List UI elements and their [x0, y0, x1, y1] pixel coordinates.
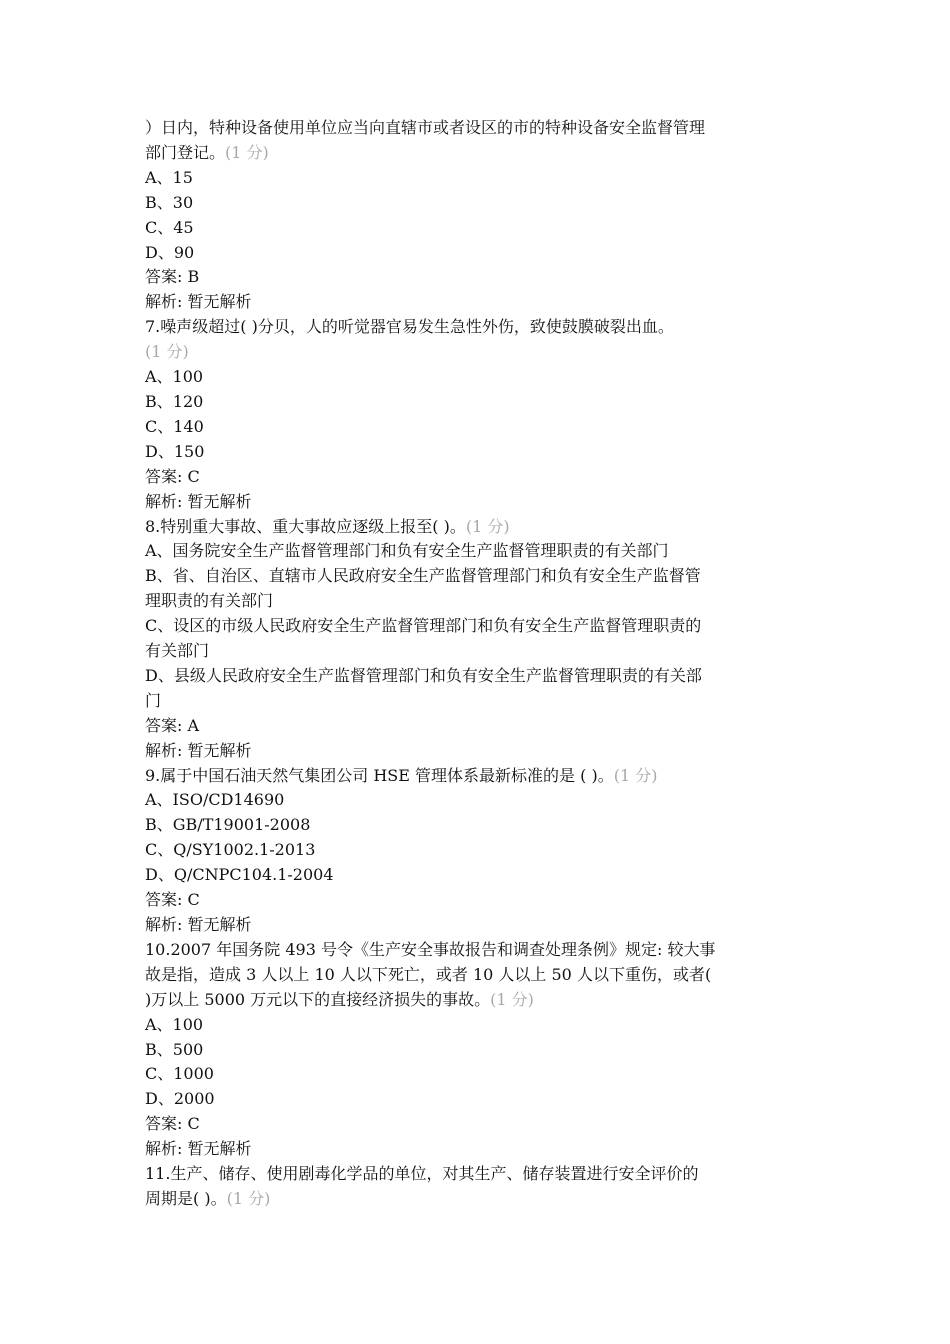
question-stem-line: 周期是( )。 — [145, 1188, 227, 1208]
answer-line: 答案: B — [145, 267, 200, 287]
option-item: D、150 — [145, 441, 205, 461]
option-item: B、500 — [145, 1039, 204, 1059]
question-score: (1 分) — [465, 516, 510, 536]
question-score: (1 分) — [225, 142, 269, 162]
question-10 — [145, 938, 815, 1162]
analysis-line: 解析: 暂无解析 — [145, 915, 252, 934]
question-score: (1 分) — [490, 989, 534, 1009]
question-7 — [145, 315, 815, 514]
option-item: A、100 — [145, 1014, 204, 1034]
question-stem-line: 部门登记。 — [145, 142, 226, 162]
question-stem-line: 10.2007 年国务院 493 号令《生产安全事故报告和调查处理条例》规定: 较大事 — [145, 939, 716, 959]
option-item: A、国务院安全生产监督管理部门和负有安全生产监督管理职责的有关部门 — [145, 541, 669, 561]
option-item: C、140 — [145, 416, 204, 436]
question-stem-line: 故是指，造成 3 人以上 10 人以下死亡，或者 10 人以上 50 人以下重伤，或者( — [145, 964, 712, 984]
option-item: D、90 — [145, 242, 195, 262]
option-item: 有关部门 — [145, 641, 210, 661]
answer-line: 答案: C — [145, 890, 200, 910]
answer-line: 答案: C — [145, 1114, 200, 1134]
question-score: (1 分) — [145, 342, 189, 362]
question-score: (1 分) — [226, 1188, 271, 1208]
option-item: B、30 — [145, 192, 194, 212]
question-11 — [145, 1162, 815, 1212]
option-item: D、县级人民政府安全生产监督管理部门和负有安全生产监督管理职责的有关部 — [145, 665, 702, 685]
question-stem-line: 9.属于中国石油天然气集团公司 HSE 管理体系最新标准的是 ( )。 — [145, 765, 614, 785]
option-item: B、省、自治区、直辖市人民政府安全生产监督管理部门和负有安全生产监督管 — [145, 566, 701, 586]
question-6 — [145, 116, 815, 315]
answer-line: 答案: C — [145, 466, 200, 486]
option-item: C、设区的市级人民政府安全生产监督管理部门和负有安全生产监督管理职责的 — [145, 616, 702, 636]
option-item: B、120 — [145, 391, 204, 411]
analysis-line: 解析: 暂无解析 — [145, 491, 252, 511]
question-stem-line: )万以上 5000 万元以下的直接经济损失的事故。 — [145, 989, 491, 1009]
option-item: D、Q/CNPC104.1-2004 — [145, 865, 334, 885]
option-item: B、GB/T19001-2008 — [145, 815, 311, 835]
question-stem-line: 11.生产、储存、使用剧毒化学品的单位，对其生产、储存装置进行安全评价的 — [145, 1164, 699, 1184]
option-item: C、45 — [145, 217, 194, 237]
analysis-line: 解析: 暂无解析 — [145, 740, 252, 760]
option-item: 理职责的有关部门 — [145, 591, 274, 611]
answer-line: 答案: A — [145, 715, 200, 735]
document-page — [145, 116, 815, 1212]
option-item: A、15 — [145, 167, 193, 187]
option-item: 门 — [145, 690, 162, 710]
question-stem-line: 7.噪声级超过( )分贝，人的听觉器官易发生急性外伤，致使鼓膜破裂出血。 — [145, 317, 674, 337]
option-item: D、2000 — [145, 1089, 215, 1109]
option-item: C、Q/SY1002.1-2013 — [145, 840, 316, 860]
question-score: (1 分) — [613, 765, 658, 785]
question-8 — [145, 515, 815, 764]
question-9 — [145, 764, 815, 938]
analysis-line: 解析: 暂无解析 — [145, 1139, 252, 1159]
option-item: A、100 — [145, 367, 204, 387]
analysis-line: 解析: 暂无解析 — [145, 292, 252, 312]
question-stem-line: 8.特别重大事故、重大事故应逐级上报至( )。 — [145, 516, 466, 536]
question-stem-line: ）日内，特种设备使用单位应当向直辖市或者设区的市的特种设备安全监督管理 — [145, 118, 706, 137]
option-item: A、ISO/CD14690 — [145, 790, 285, 810]
option-item: C、1000 — [145, 1064, 214, 1084]
